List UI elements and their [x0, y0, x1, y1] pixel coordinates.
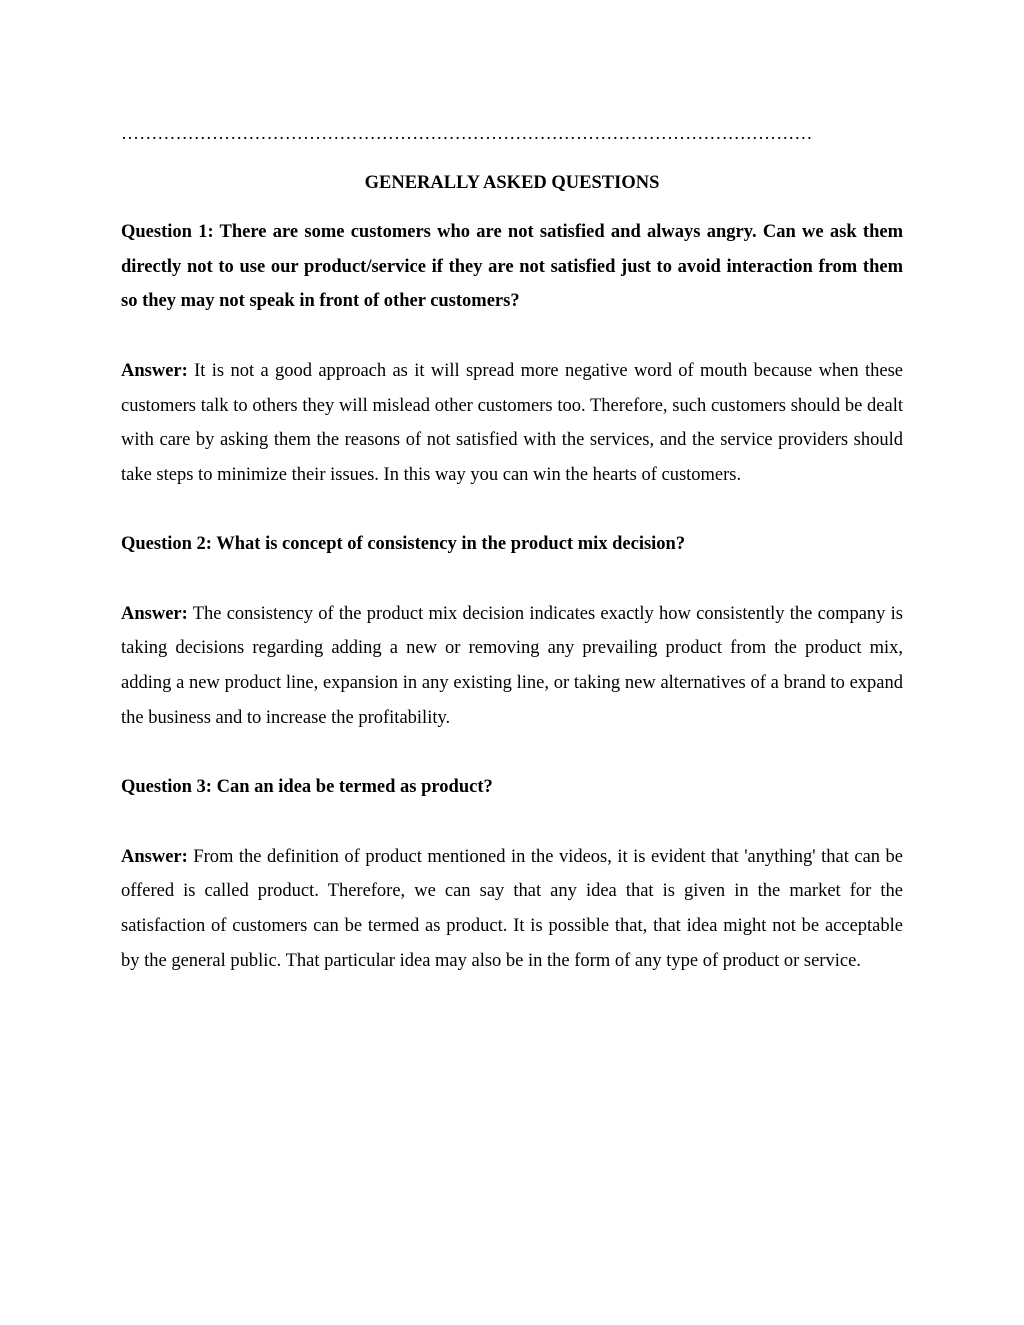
- question-3: Question 3: Can an idea be termed as product?: [121, 777, 493, 798]
- question-1: Question 1: There are some customers who are not satisfied and always angry. Can we ask them directly not to use our product/service if they are not satisfied just to avoid interaction from them so they may not speak in front of other customers?: [121, 222, 903, 312]
- answer-label: Answer:: [121, 846, 188, 867]
- answer-3: [121, 840, 903, 979]
- answer-2-text: The consistency of the product mix decision indicates exactly how consistently the company is taking decisions regarding adding a new or removing any prevailing product from the product mix, adding a new product line, expansion in any existing line, or taking new alternatives of a brand to expand the business and to increase the profitability.: [121, 603, 903, 728]
- page-heading: GENERALLY ASKED QUESTIONS: [364, 173, 660, 193]
- answer-1: [121, 354, 903, 493]
- document-page: [121, 118, 903, 978]
- spacer: [121, 736, 903, 771]
- question-2: Question 2: What is concept of consistency in the product mix decision?: [121, 534, 686, 555]
- spacer: [121, 805, 903, 840]
- answer-2: [121, 597, 903, 736]
- answer-label: Answer:: [121, 603, 188, 624]
- spacer: [121, 562, 903, 597]
- answer-label: Answer:: [121, 360, 188, 381]
- answer-1-text: It is not a good approach as it will spread more negative word of mouth because when these customers talk to others they will mislead other customers too. Therefore, such customers should be dealt with care by asking them the reasons of not satisfied with the services, and the service providers should take steps to minimize their issues. In this way you can win the hearts of customers.: [121, 360, 903, 485]
- spacer: [121, 319, 903, 354]
- answer-3-text: From the definition of product mentioned in the videos, it is evident that 'anything' that can be offered is called product. Therefore, we can say that any idea that is given in the market for the satisfaction of customers can be termed as product. It is possible that, that idea might not be acceptable by the general public. That particular idea may also be in the form of any type of product or service.: [121, 846, 903, 971]
- dotted-rule: ……………………………………………………………………………………………………: [121, 123, 813, 143]
- spacer: [121, 493, 903, 528]
